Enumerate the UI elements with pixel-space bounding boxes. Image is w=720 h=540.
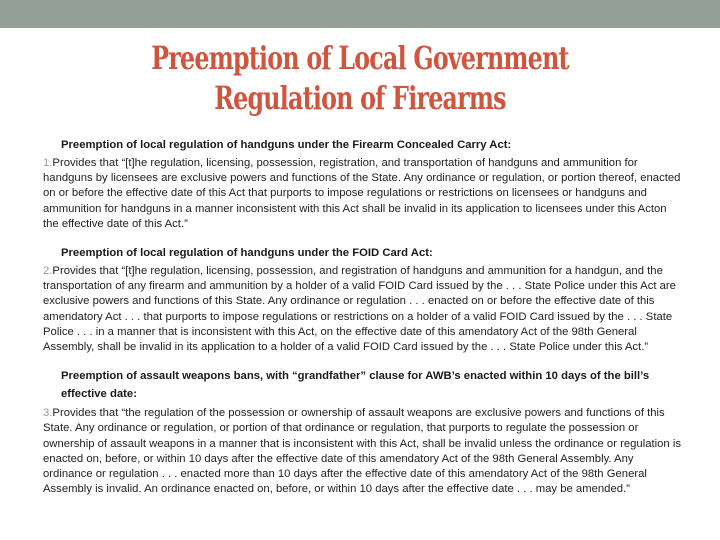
section-assault-weapons <box>43 367 683 497</box>
section-body <box>43 406 683 497</box>
slide-content <box>43 137 683 497</box>
section-body-text: Provides that “the regulation of the possession or ownership of assault weapons are exclusive powers and functions of this State. Any ordinance or regulation, or portion of that ordinance or regulation, that purports to regulate the possession or ownership of assault weapons in a manner that is inconsistent with this Act, shall be invalid unless the ordinance or regulation is enacted on, before, or within 10 days after the effective date of this amendatory Act of the 98th General Assembly. Any ordinance or regulation . . . enacted more than 10 days after the effective date of this amendatory Act of the 98th General Assembly is invalid. An ordinance enacted on, before, or within 10 days after the effective date . . . may be amended.” <box>43 407 682 496</box>
section-heading: Preemption of local regulation of handguns under the Firearm Concealed Carry Act: <box>61 139 512 151</box>
section-body <box>43 156 683 232</box>
list-number: 2. <box>43 265 53 278</box>
section-foid-card <box>43 245 683 355</box>
slide-title <box>0 38 720 118</box>
list-number: 3. <box>43 407 53 420</box>
list-number: 1. <box>43 157 53 169</box>
section-heading: Preemption of local regulation of handguns under the FOID Card Act: <box>61 247 433 260</box>
section-concealed-carry <box>43 137 683 232</box>
top-banner-bar <box>0 0 720 28</box>
slide-title-line-1: Preemption of Local Government <box>151 39 569 77</box>
section-body-text: Provides that “[t]he regulation, licensing, possession, registration, and transportation of handguns and ammunition for handguns by licensees are exclusive powers and functions of the State. Any ordinance or regulation, or portion thereof, enacted on or before the effective date of this Act that purports to impose regulations or restrictions on licensees or handguns and ammunition for handguns in a manner inconsistent with this Act shall be invalid in its application to licensees under this Acton the effective date of this Act.” <box>43 157 681 230</box>
section-heading: Preemption of assault weapons bans, with “grandfather” clause for AWB’s enacted within 10 days of the bill’s effective date: <box>61 370 650 401</box>
section-body <box>43 264 683 355</box>
slide-title-line-2: Regulation of Firearms <box>214 79 506 117</box>
section-body-text: Provides that “[t]he regulation, licensing, possession, and registration of handguns and ammunition for a handgun, and the transportation of any firearm and ammunition by a holder of a valid FOID Card issued by the . . . State Police under this Act are exclusive powers and functions of this State. Any ordinance or regulation . . . enacted on or before the effective date of this amendatory Act . . . that purports to impose regulations or restrictions on a holder of a valid FOID Card issued by the . . . State Police . . . in a manner that is inconsistent with this Act, on the effective date of this amendatory Act of the 98th General Assembly, shall be invalid in its application to a holder of a valid FOID Card issued by the . . . State Police under this Act.” <box>43 265 676 354</box>
